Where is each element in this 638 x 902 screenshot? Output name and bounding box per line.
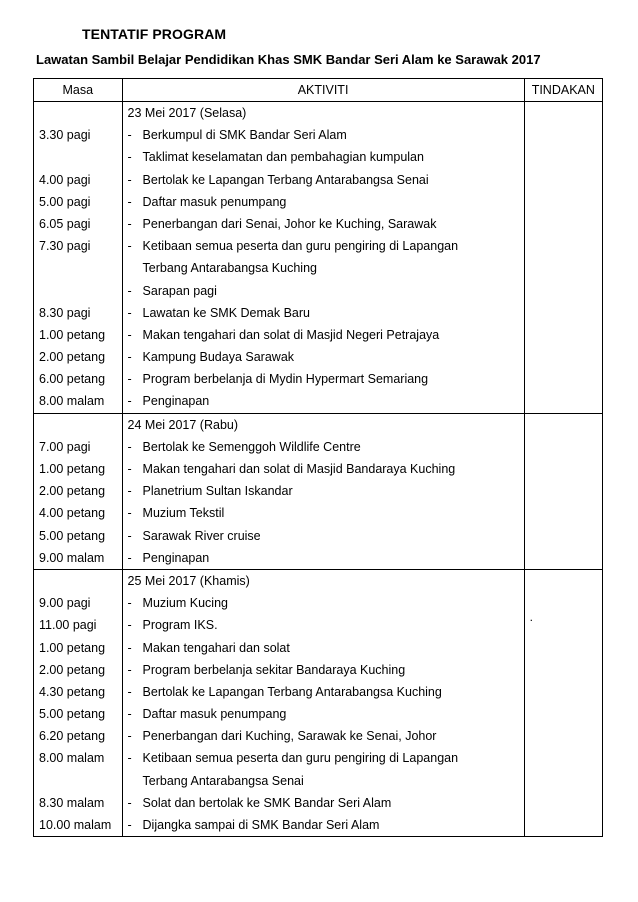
activity-text: Penerbangan dari Senai, Johor ke Kuching, Sarawak <box>142 216 437 231</box>
activity-item <box>123 280 524 302</box>
tindakan-cell <box>524 569 602 836</box>
aktiviti-cell <box>122 102 524 414</box>
activity-item <box>123 792 524 814</box>
time-value: 8.00 malam <box>39 751 105 766</box>
activity-item <box>123 637 524 659</box>
time-value: 6.00 petang <box>39 372 106 387</box>
masa-cell <box>34 569 123 836</box>
bullet-dash: - <box>127 372 132 387</box>
day-date: 24 Mei 2017 (Rabu) <box>127 417 239 432</box>
time-value: 9.00 pagi <box>39 596 91 611</box>
bullet-dash: - <box>127 684 132 699</box>
time-value <box>34 257 122 279</box>
time-value: 5.00 petang <box>39 707 106 722</box>
bullet-dash: - <box>127 305 132 320</box>
bullet-dash: - <box>127 506 132 521</box>
activity-item <box>123 124 524 146</box>
time-value: 2.00 petang <box>39 350 106 365</box>
activity-text: Sarawak River cruise <box>142 528 261 543</box>
activity-text: Daftar masuk penumpang <box>142 707 287 722</box>
activity-item <box>123 703 524 725</box>
bullet-dash: - <box>127 350 132 365</box>
time-value: 5.00 pagi <box>39 194 91 209</box>
bullet-dash: - <box>127 327 132 342</box>
time-value: 9.00 malam <box>39 550 105 565</box>
activity-text: Lawatan ke SMK Demak Baru <box>142 305 310 320</box>
time-blank <box>34 414 122 436</box>
activity-item <box>123 525 524 547</box>
time-value: 6.05 pagi <box>39 216 91 231</box>
activity-text: Kampung Budaya Sarawak <box>142 350 295 365</box>
activity-item <box>123 390 524 412</box>
day-row <box>34 569 603 836</box>
time-value: 1.00 petang <box>39 462 106 476</box>
bullet-dash: - <box>127 596 132 611</box>
time-value: 11.00 pagi <box>39 618 97 633</box>
time-value: 8.30 malam <box>39 795 105 810</box>
time-value: 8.00 malam <box>39 394 105 409</box>
activity-item <box>123 547 524 569</box>
activity-item <box>123 368 524 390</box>
activity-item <box>123 725 524 747</box>
bullet-dash: - <box>127 194 132 209</box>
bullet-dash: - <box>127 394 132 409</box>
activity-text: Taklimat keselamatan dan pembahagian kumpulan <box>142 150 424 165</box>
activity-text: Penginapan <box>142 394 210 409</box>
bullet-dash: - <box>127 484 132 499</box>
time-value: 7.00 pagi <box>39 439 91 454</box>
activity-text: Ketibaan semua peserta dan guru pengiring di Lapangan <box>142 239 459 254</box>
activity-item <box>123 436 524 458</box>
program-body <box>34 102 603 837</box>
activity-text: Program IKS. <box>142 618 218 633</box>
activity-item <box>123 614 524 636</box>
aktiviti-cell <box>122 413 524 569</box>
activity-item <box>123 747 524 769</box>
activity-item <box>123 770 524 792</box>
time-value: 4.00 petang <box>39 506 106 521</box>
bullet-dash: - <box>127 751 132 766</box>
bullet-dash: - <box>127 216 132 231</box>
time-value: 7.30 pagi <box>39 239 91 254</box>
time-value: 4.30 petang <box>39 684 106 699</box>
time-value: 3.30 pagi <box>39 128 91 143</box>
time-value: 2.00 petang <box>39 484 106 499</box>
activity-item <box>123 814 524 836</box>
tindakan-cell <box>524 413 602 569</box>
time-value: 10.00 malam <box>39 818 112 832</box>
time-value: 1.00 petang <box>39 327 106 342</box>
bullet-dash: - <box>127 640 132 655</box>
time-value: 8.30 pagi <box>39 305 91 320</box>
header-aktiviti: AKTIVITI <box>122 79 524 102</box>
activity-text: Bertolak ke Lapangan Terbang Antarabangsa Senai <box>142 172 429 187</box>
header-tindakan: TINDAKAN <box>524 79 602 102</box>
bullet-dash: - <box>127 283 132 298</box>
bullet-dash: - <box>127 150 132 165</box>
activity-text: Penerbangan dari Kuching, Sarawak ke Senai, Johor <box>142 729 437 744</box>
activity-item <box>123 257 524 279</box>
activity-item <box>123 302 524 324</box>
time-blank <box>34 570 122 592</box>
aktiviti-cell <box>122 569 524 836</box>
activity-item <box>123 480 524 502</box>
tindakan-cell <box>524 102 602 414</box>
activity-text: Makan tengahari dan solat di Masjid Bandaraya Kuching <box>142 462 456 476</box>
masa-cell <box>34 413 123 569</box>
document-subtitle: Lawatan Sambil Belajar Pendidikan Khas SMK Bandar Seri Alam ke Sarawak 2017 <box>36 52 541 67</box>
activity-text: Dijangka sampai di SMK Bandar Seri Alam <box>142 818 380 832</box>
bullet-dash: - <box>127 172 132 187</box>
activity-item <box>123 235 524 257</box>
time-value: 4.00 pagi <box>39 172 91 187</box>
activity-text: Penginapan <box>142 550 210 565</box>
activity-text: Muzium Tekstil <box>142 506 225 521</box>
activity-item <box>123 169 524 191</box>
activity-item <box>123 346 524 368</box>
time-value: 2.00 petang <box>39 662 106 677</box>
bullet-dash: - <box>127 462 132 476</box>
activity-item <box>123 146 524 168</box>
document-title: TENTATIF PROGRAM <box>82 26 227 42</box>
masa-cell <box>34 102 123 414</box>
bullet-dash: - <box>127 618 132 633</box>
activity-text: Muzium Kucing <box>142 596 228 611</box>
day-row <box>34 413 603 569</box>
time-value <box>34 146 122 168</box>
bullet-dash: - <box>127 662 132 677</box>
activity-text: Ketibaan semua peserta dan guru pengiring di Lapangan <box>142 751 459 766</box>
time-value <box>34 770 122 792</box>
day-date: 25 Mei 2017 (Khamis) <box>127 573 250 588</box>
bullet-dash: - <box>127 729 132 744</box>
activity-item <box>123 458 524 480</box>
activity-item <box>123 191 524 213</box>
activity-text: Daftar masuk penumpang <box>142 194 287 209</box>
activity-text: Berkumpul di SMK Bandar Seri Alam <box>142 128 347 143</box>
activity-text: Bertolak ke Semenggoh Wildlife Centre <box>142 439 361 454</box>
day-date: 23 Mei 2017 (Selasa) <box>127 106 247 120</box>
activity-text: Terbang Antarabangsa Senai <box>142 773 304 788</box>
activity-text: Makan tengahari dan solat <box>142 640 290 655</box>
bullet-dash: - <box>127 707 132 722</box>
day-row <box>34 102 603 414</box>
time-value: 1.00 petang <box>39 640 106 655</box>
time-value <box>34 280 122 302</box>
bullet-dash: - <box>127 439 132 454</box>
table-header-row <box>34 79 603 102</box>
activity-text: Makan tengahari dan solat di Masjid Negeri Petrajaya <box>142 327 440 342</box>
activity-text: Bertolak ke Lapangan Terbang Antarabangsa Kuching <box>142 684 442 699</box>
activity-text: Program berbelanja sekitar Bandaraya Kuching <box>142 662 406 677</box>
bullet-dash: - <box>127 795 132 810</box>
activity-text: Solat dan bertolak ke SMK Bandar Seri Alam <box>142 795 392 810</box>
activity-item <box>123 681 524 703</box>
time-value: 5.00 petang <box>39 528 106 543</box>
activity-item <box>123 659 524 681</box>
activity-item <box>123 213 524 235</box>
activity-text: Terbang Antarabangsa Kuching <box>142 261 317 276</box>
tindakan-mark: . <box>529 609 533 624</box>
time-blank <box>34 102 122 124</box>
bullet-dash: - <box>127 239 132 254</box>
bullet-dash: - <box>127 550 132 565</box>
activity-text: Sarapan pagi <box>142 283 217 298</box>
bullet-dash: - <box>127 128 132 143</box>
activity-item <box>123 502 524 524</box>
activity-item <box>123 592 524 614</box>
bullet-dash: - <box>127 818 132 832</box>
bullet-dash: - <box>127 528 132 543</box>
activity-text: Planetrium Sultan Iskandar <box>142 484 293 499</box>
program-table <box>33 78 603 837</box>
time-value: 6.20 petang <box>39 729 106 744</box>
activity-text: Program berbelanja di Mydin Hypermart Semariang <box>142 372 429 387</box>
header-masa: Masa <box>34 79 123 102</box>
activity-item <box>123 324 524 346</box>
